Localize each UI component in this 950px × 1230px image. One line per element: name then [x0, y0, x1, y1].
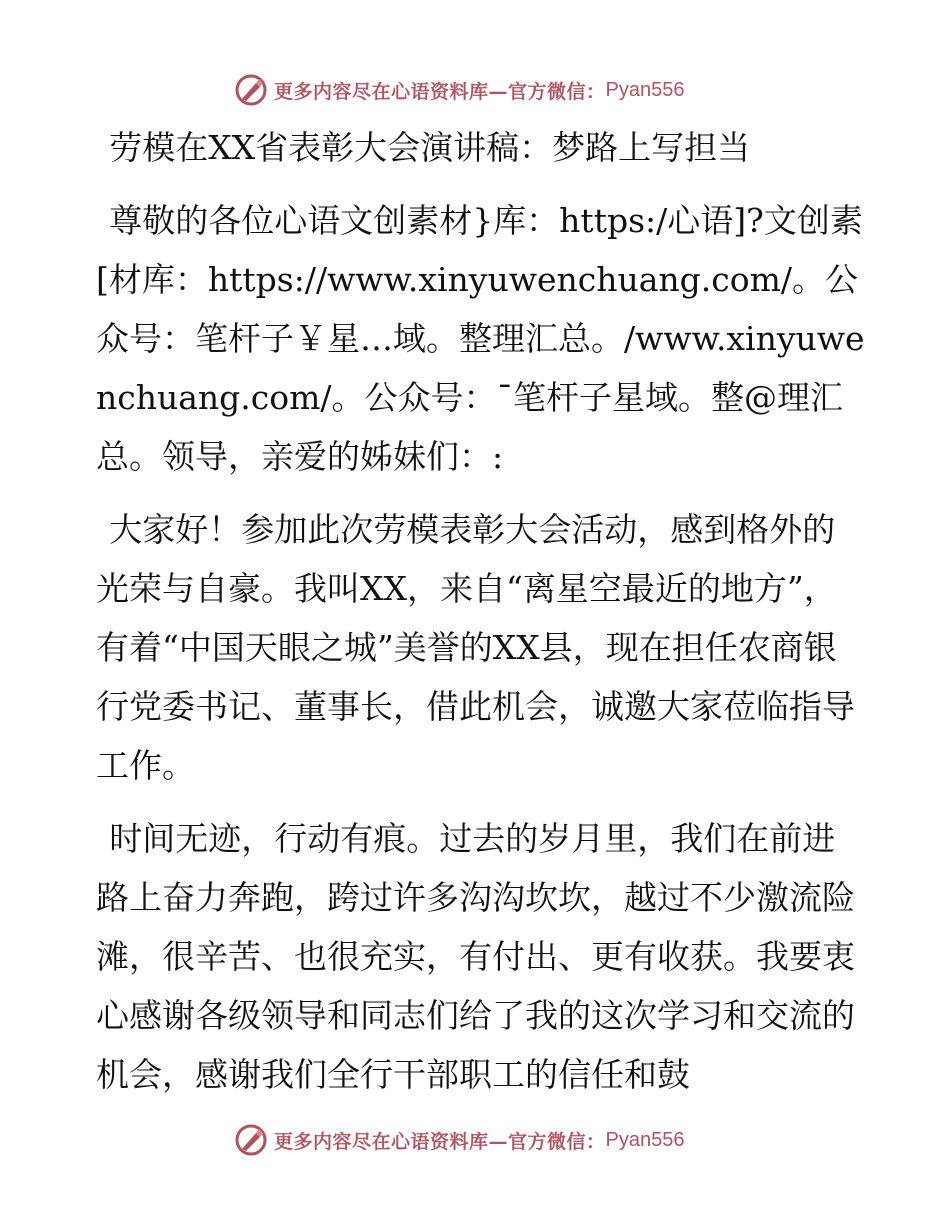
footer-watermark	[234, 1120, 684, 1160]
paragraph-reflection: 时间无迹，行动有痕。过去的岁月里，我们在前进路上奋力奔跑，跨过许多沟沟坎坎，越过不少激流险滩，很辛苦、也很充实，有付出、更有收获。我要衷心感谢各级领导和同志们给了我的这次学习和交流的机会，感谢我们全行干部职工的信任和鼓	[96, 819, 855, 1094]
watermark-text: 更多内容尽在心语资料库—官方微信：	[274, 80, 606, 103]
paragraph-introduction: 大家好！参加此次劳模表彰大会活动，感到格外的光荣与自豪。我叫XX，来自“离星空最近的地方”，有着“中国天眼之城”美誉的XX县，现在担任农商银行党委书记、董事长，借此机会，诚邀大家莅临指导工作。	[96, 510, 855, 785]
document-body	[96, 118, 866, 1104]
header-watermark	[234, 70, 684, 110]
watermark-wechat-id: Pyan556	[605, 1128, 685, 1151]
watermark-wechat-id: Pyan556	[605, 78, 685, 101]
watermark-text: 更多内容尽在心语资料库—官方微信：	[274, 1130, 606, 1153]
document-title: 劳模在XX省表彰大会演讲稿：梦路上写担当	[109, 128, 751, 167]
paragraph-greeting: 尊敬的各位心语文创素材}库：https:/心语]?文创素[材库：https://www.xinyuwenchuang.com/。公众号：笔杆子￥星…域。整理汇总。/www.xinyuwenchuang.com/。公众号：¯笔杆子星域。整@理汇总。领导，亲爱的姊妹们：:	[96, 201, 865, 476]
pen-logo-icon	[234, 73, 268, 107]
pen-logo-icon	[234, 1123, 268, 1157]
